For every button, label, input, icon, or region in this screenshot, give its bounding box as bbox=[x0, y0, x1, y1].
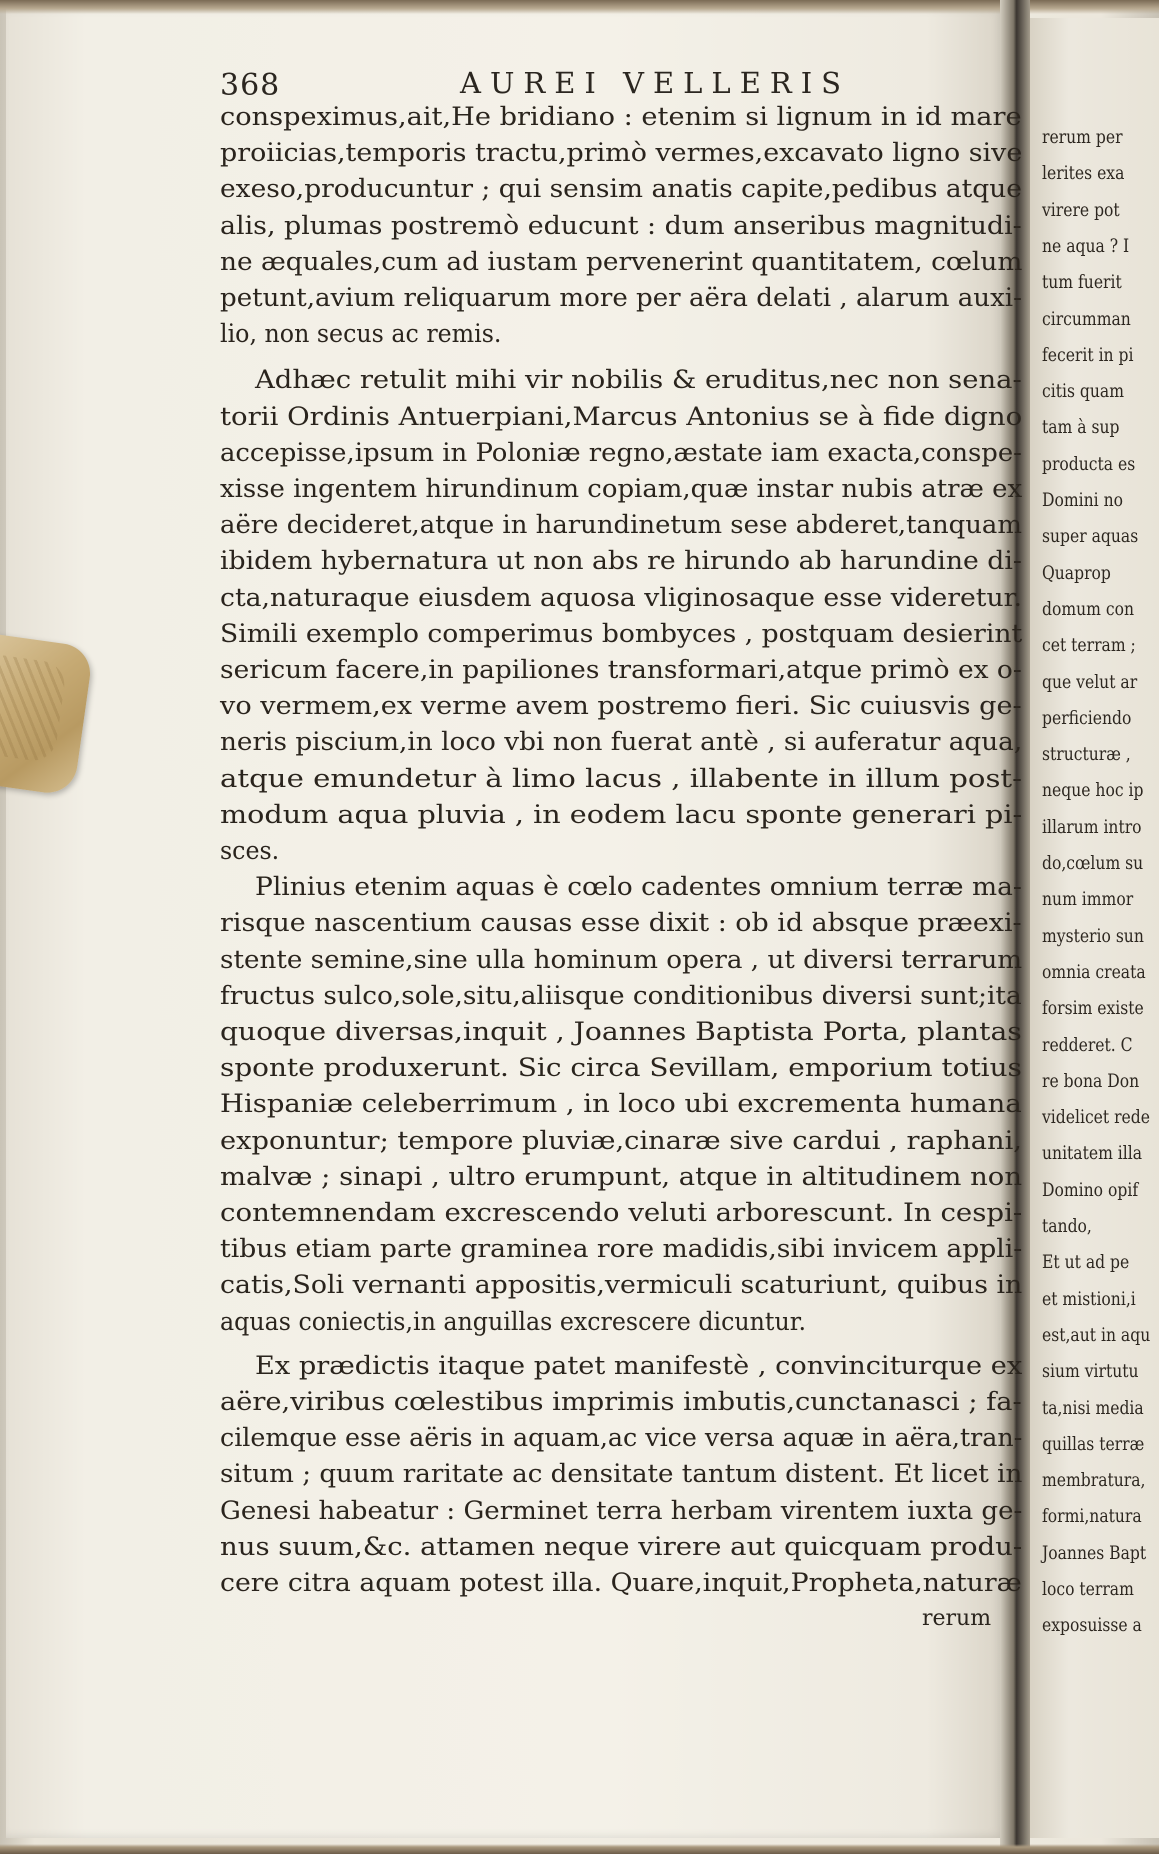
text-line: Hispaniæ celeberrimum , in loco ubi excrementa humana bbox=[220, 1089, 1022, 1120]
text-line: exeso,producuntur ; qui sensim anatis capite,pedibus atque bbox=[220, 174, 1022, 205]
text-line: atque emundetur à limo lacus , illabente in illum post- bbox=[220, 763, 1023, 794]
right-page-line: ta,nisi media bbox=[1042, 1396, 1144, 1419]
text-line: aëre,viribus cœlestibus imprimis imbutis,cunctanasci ; fa- bbox=[220, 1387, 1022, 1417]
right-page-line: exposuisse a bbox=[1042, 1614, 1142, 1637]
text-line: ne æquales,cum ad iustam pervenerint quantitatem, cœlum bbox=[220, 246, 1023, 277]
right-page-line: tam à sup bbox=[1042, 416, 1120, 439]
right-page-line: forsim existe bbox=[1042, 997, 1144, 1020]
right-page-line: illarum intro bbox=[1042, 815, 1142, 838]
page-number: 368 bbox=[220, 68, 281, 103]
right-page-line: structuræ , bbox=[1042, 743, 1131, 766]
right-page-line: membratura, bbox=[1042, 1469, 1146, 1492]
right-page-line: re bona Don bbox=[1042, 1069, 1140, 1092]
text-line: accepisse,ipsum in Poloniæ regno,æstate iam exacta,conspe- bbox=[220, 437, 1022, 468]
text-line: vo vermem,ex verme avem postremo fieri. Sic cuiusvis ge- bbox=[220, 691, 1022, 722]
text-line: risque nascentium causas esse dixit : ob id absque præexi- bbox=[220, 908, 1022, 939]
right-page-line: producta es bbox=[1042, 452, 1136, 475]
right-page-line: rerum per bbox=[1042, 126, 1123, 148]
right-page-line: tando, bbox=[1042, 1215, 1092, 1237]
text-line: Genesi habeatur : Germinet terra herbam virentem iuxta ge- bbox=[220, 1495, 1023, 1526]
text-line: Plinius etenim aquas è cœlo cadentes omnium terræ ma- bbox=[255, 872, 1022, 903]
text-line: contemnendam excrescendo veluti arborescunt. In cespi- bbox=[220, 1198, 1023, 1228]
text-line: stente semine,sine ulla hominum opera , ut diversi terrarum bbox=[220, 944, 1023, 975]
text-line: sponte produxerunt. Sic circa Sevillam, emporium totius bbox=[220, 1053, 1022, 1084]
right-page-line: Domini no bbox=[1042, 489, 1124, 511]
text-line: proiicias,temporis tractu,primò vermes,excavato ligno sive bbox=[220, 138, 1023, 169]
right-page-line: omnia creata bbox=[1042, 960, 1146, 983]
text-line: situm ; quum raritate ac densitate tantum distent. Et licet in bbox=[220, 1459, 1023, 1490]
text-line: petunt,avium reliquarum more per aëra delati , alarum auxi- bbox=[220, 283, 1022, 313]
text-line: sericum facere,in papiliones transformari,atque primò ex o- bbox=[220, 655, 1022, 685]
text-line: catis,Soli vernanti appositis,vermiculi scaturiunt, quibus in bbox=[220, 1270, 1023, 1301]
right-page-line: Quaprop bbox=[1042, 561, 1111, 584]
right-page-line: do,cœlum su bbox=[1042, 852, 1144, 874]
text-line: aëre decideret,atque in harundinetum sese abderet,tanquam bbox=[220, 510, 1022, 541]
text-line: Ex prædictis itaque patet manifestè , convinciturque ex bbox=[255, 1350, 1023, 1381]
running-head: AUREI VELLERIS bbox=[460, 66, 851, 100]
right-page-line: sium virtutu bbox=[1042, 1360, 1139, 1383]
text-line: lio, non secus ac remis. bbox=[220, 319, 502, 350]
text-line: sces. bbox=[220, 836, 280, 866]
right-page-line: Domino opif bbox=[1042, 1178, 1139, 1201]
right-page-line: Et ut ad pe bbox=[1042, 1251, 1130, 1274]
right-page-line: Joannes Bapt bbox=[1042, 1541, 1147, 1564]
text-line: quoque diversas,inquit , Joannes Baptista Porta, plantas bbox=[220, 1017, 1022, 1047]
text-line: alis, plumas postremò educunt : dum anseribus magnitudi- bbox=[220, 210, 1022, 241]
right-page-line: loco terram bbox=[1042, 1578, 1134, 1600]
text-line: cta,naturaque eiusdem aquosa vliginosaque esse videretur. bbox=[220, 582, 1022, 613]
right-page-line: citis quam bbox=[1042, 380, 1124, 403]
right-page-line: est,aut in aqu bbox=[1042, 1323, 1151, 1346]
text-line: Adhæc retulit mihi vir nobilis & eruditus,nec non sena- bbox=[255, 365, 1022, 396]
text-line: malvæ ; sinapi , ultro erumpunt, atque in altitudinem non bbox=[220, 1161, 1023, 1192]
right-page-line: redderet. C bbox=[1042, 1033, 1133, 1056]
right-page-line: videlicet rede bbox=[1042, 1106, 1150, 1129]
text-line: aquas coniectis,in anguillas excrescere dicuntur. bbox=[220, 1306, 806, 1337]
text-line: tibus etiam parte graminea rore madidis,sibi invicem appli- bbox=[220, 1234, 1023, 1265]
text-line: exponuntur; tempore pluviæ,cinaræ sive cardui , raphani, bbox=[220, 1125, 1022, 1156]
text-line: Simili exemplo comperimus bombyces , postquam desierint bbox=[220, 618, 1023, 649]
right-page-line: super aquas bbox=[1042, 525, 1139, 548]
catchword: rerum bbox=[922, 1606, 992, 1631]
text-line: neris piscium,in loco vbi non fuerat antè , si auferatur aqua, bbox=[220, 727, 1023, 758]
right-page-line: perficiendo bbox=[1042, 706, 1132, 729]
right-page-line: cet terram ; bbox=[1042, 634, 1136, 657]
right-page-line: que velut ar bbox=[1042, 670, 1138, 693]
text-line: xisse ingentem hirundinum copiam,quæ instar nubis atræ ex bbox=[220, 474, 1023, 504]
text-line: torii Ordinis Antuerpiani,Marcus Antonius se à fide digno bbox=[220, 401, 1023, 432]
right-page-line: circumman bbox=[1042, 307, 1131, 330]
text-line: ibidem hybernatura ut non abs re hirundo ab harundine di- bbox=[220, 546, 1022, 577]
right-page-line: formi,natura bbox=[1042, 1505, 1142, 1528]
right-page-line: ne aqua ? I bbox=[1042, 234, 1130, 257]
right-page-line: tum fuerit bbox=[1042, 271, 1122, 294]
right-page-line: lerites exa bbox=[1042, 162, 1125, 185]
right-page-line: et mistioni,i bbox=[1042, 1287, 1136, 1310]
text-line: conspeximus,ait,He bridiano : etenim si lignum in id mare bbox=[220, 102, 1022, 132]
right-page-line: unitatem illa bbox=[1042, 1142, 1143, 1165]
text-line: modum aqua pluvia , in eodem lacu sponte generari pi- bbox=[220, 799, 1023, 830]
text-line: cere citra aquam potest illa. Quare,inquit,Propheta,naturæ bbox=[220, 1568, 1022, 1598]
right-page-line: num immor bbox=[1042, 888, 1134, 911]
text-line: cilemque esse aëris in aquam,ac vice versa aquæ in aëra,tran- bbox=[220, 1423, 1023, 1454]
right-page-line: quillas terræ bbox=[1042, 1432, 1145, 1455]
text-line: nus suum,&c. attamen neque virere aut quicquam produ- bbox=[220, 1531, 1023, 1562]
text-line: fructus sulco,sole,situ,aliisque conditionibus diversi sunt;ita bbox=[220, 980, 1022, 1011]
right-page-line: mysterio sun bbox=[1042, 924, 1144, 947]
right-page-line: fecerit in pi bbox=[1042, 343, 1134, 366]
right-page-line: neque hoc ip bbox=[1042, 779, 1144, 802]
right-page-line: virere pot bbox=[1042, 198, 1120, 221]
right-page-line: domum con bbox=[1042, 597, 1135, 620]
